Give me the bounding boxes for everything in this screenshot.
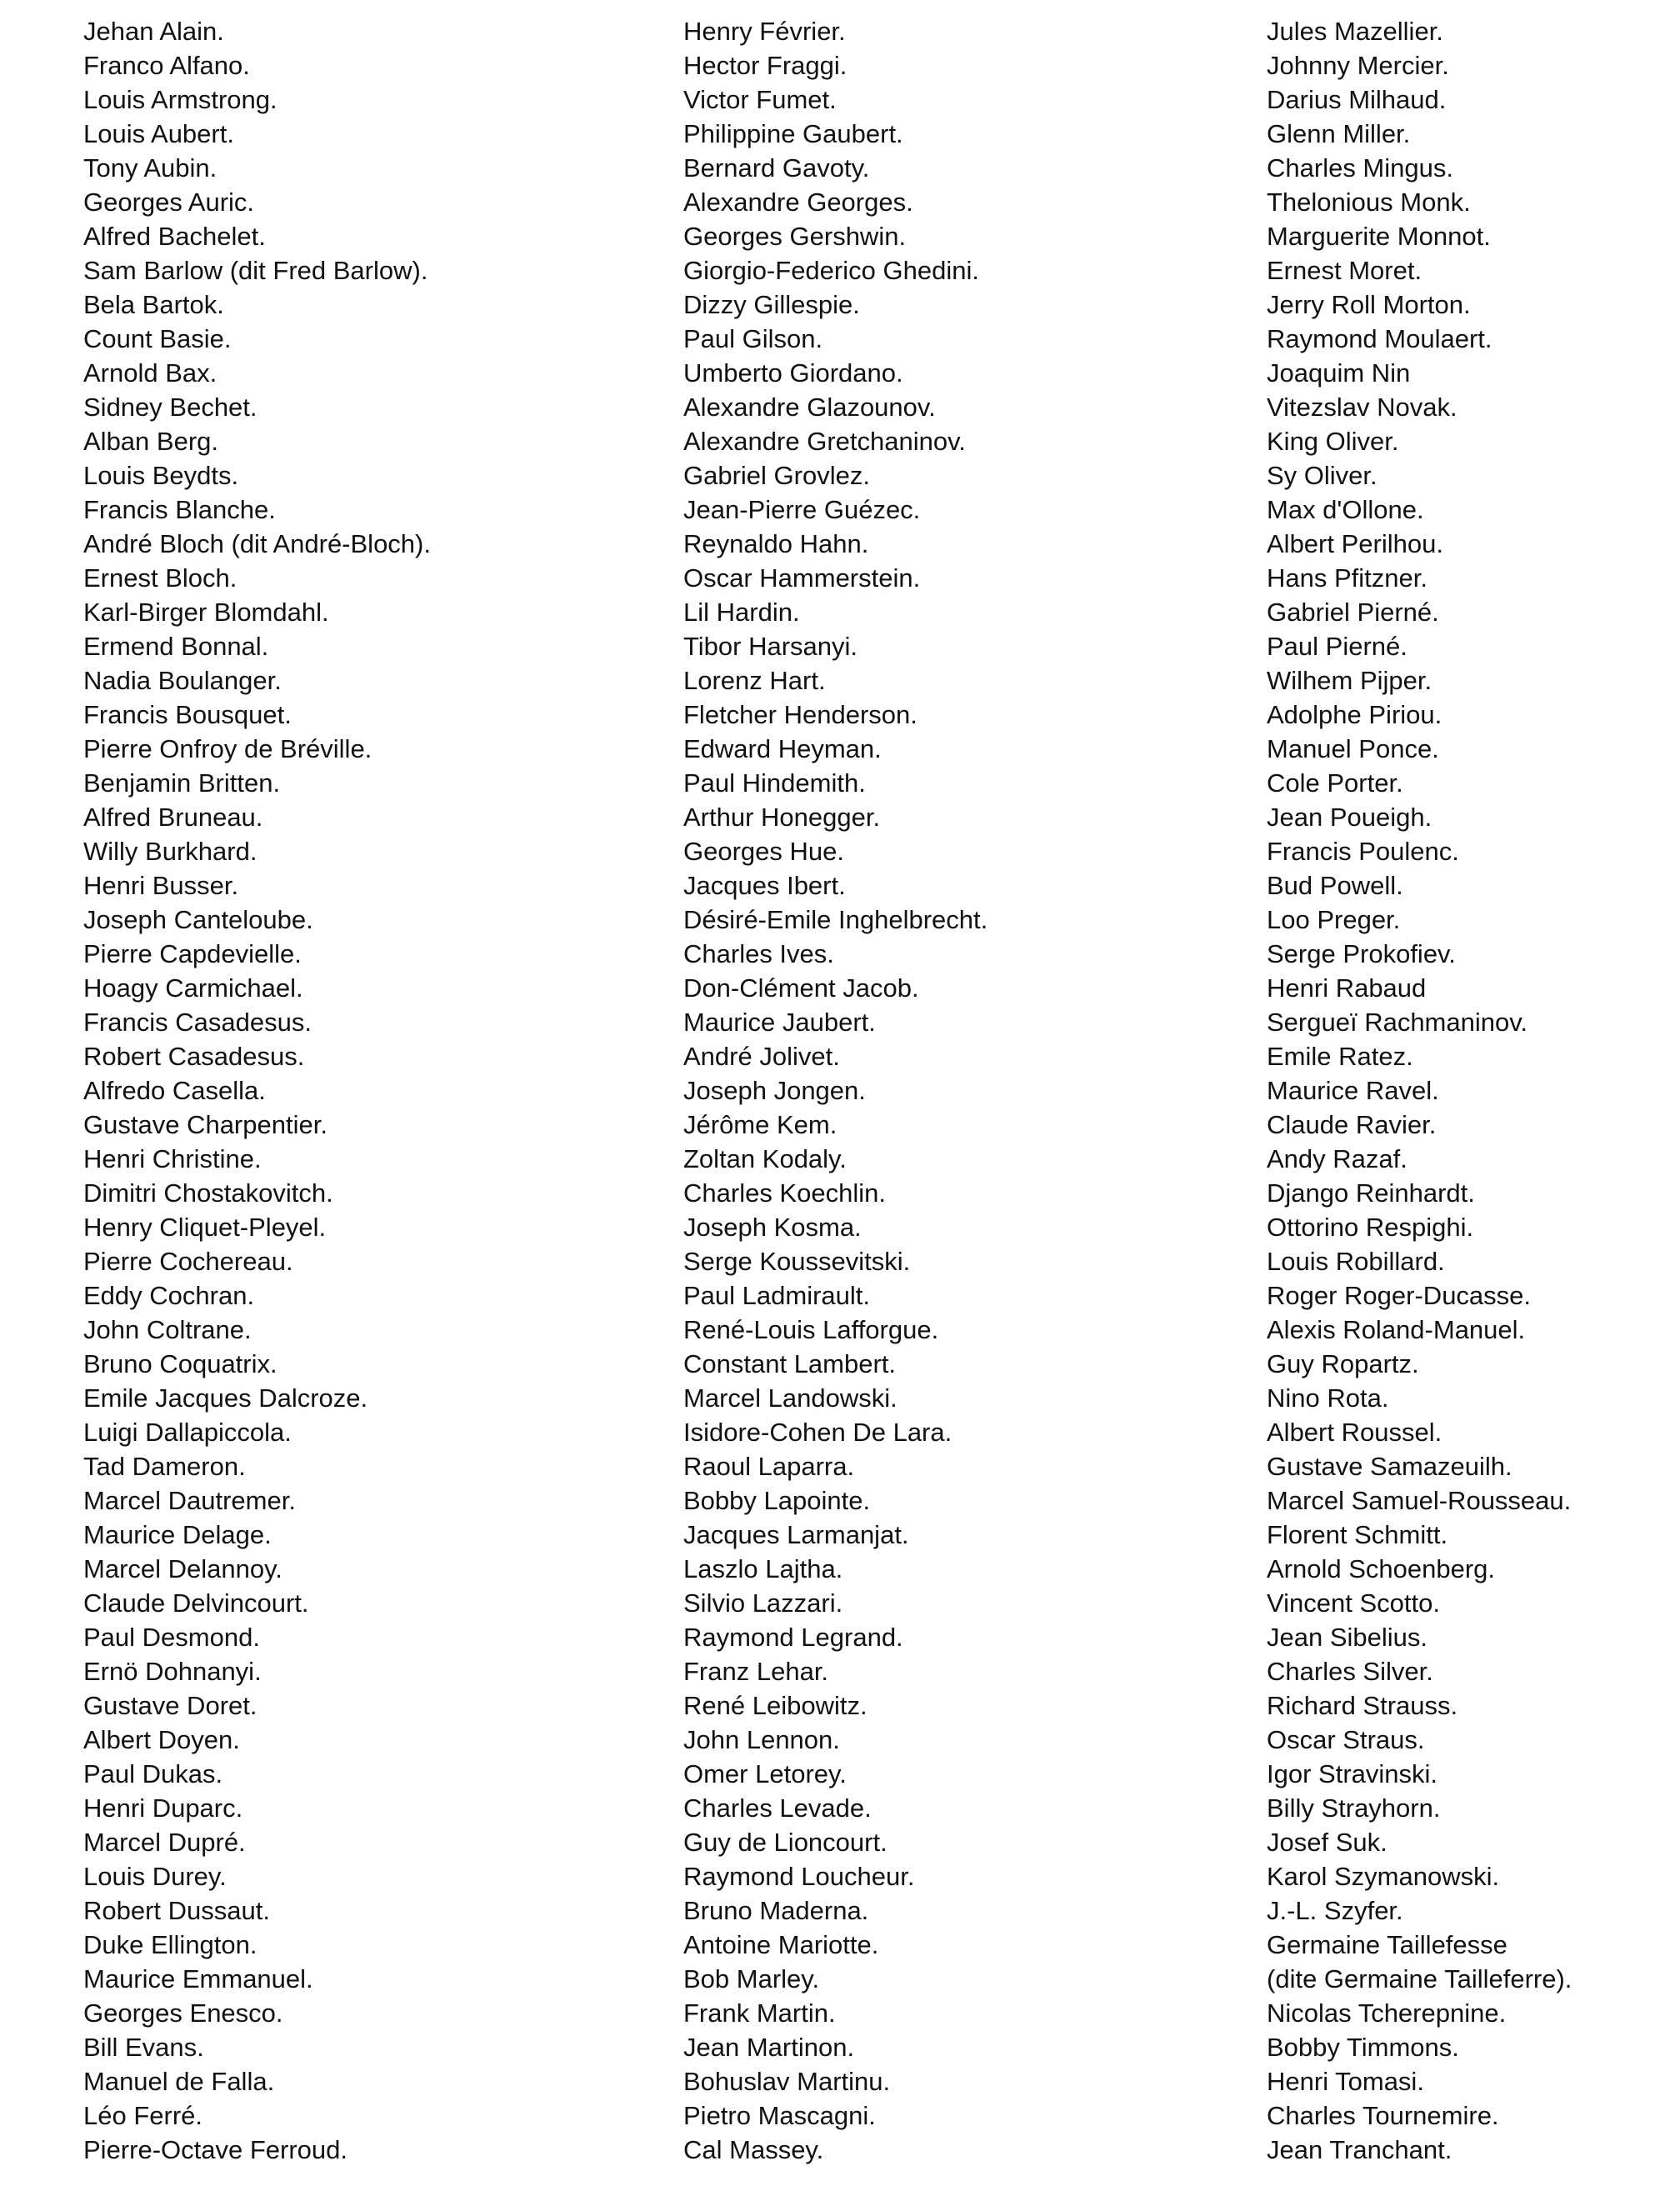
composer-name: Désiré-Emile Inghelbrecht. [683,905,988,934]
composer-name: Alfredo Casella. [83,1076,266,1105]
composer-name: Johnny Mercier. [1267,51,1449,80]
composer-name: Antoine Mariotte. [683,1930,879,1959]
composer-name: Georges Auric. [83,188,255,217]
composer-name: Georges Hue. [683,837,844,866]
composer-name: King Oliver. [1267,427,1399,456]
name-column-3 [1267,14,1572,2167]
composer-name: Edward Heyman. [683,734,882,763]
composer-name: Dizzy Gillespie. [683,290,860,319]
composer-name: Lorenz Hart. [683,666,826,695]
composer-name: Cal Massey. [683,2135,824,2164]
composer-name: Bob Marley. [683,1964,820,1993]
composer-name: Duke Ellington. [83,1930,258,1959]
composer-name: John Lennon. [683,1725,840,1754]
composer-name: Ernest Moret. [1267,256,1422,285]
composer-name: Jean Martinon. [683,2033,855,2062]
composer-name: Louis Armstrong. [83,85,278,114]
composer-name: Emile Ratez. [1267,1042,1413,1071]
composer-name: John Coltrane. [83,1315,252,1344]
composer-name: Henri Christine. [83,1144,262,1173]
composer-name: Giorgio-Federico Ghedini. [683,256,979,285]
composer-name: Marcel Dautremer. [83,1486,296,1515]
composer-name: Nadia Boulanger. [83,666,282,695]
composer-name: Hoagy Carmichael. [83,973,303,1003]
composer-name: André Jolivet. [683,1042,840,1071]
composer-name: Roger Roger-Ducasse. [1267,1281,1532,1310]
composer-name: Louis Aubert. [83,119,234,148]
composer-name: Tibor Harsanyi. [683,632,858,661]
composer-name: Sam Barlow (dit Fred Barlow). [83,256,428,285]
composer-name: Sy Oliver. [1267,461,1378,490]
composer-name: Manuel Ponce. [1267,734,1439,763]
composer-name: Bobby Lapointe. [683,1486,871,1515]
composer-name: Henri Busser. [83,871,239,900]
composer-name: Don-Clément Jacob. [683,973,919,1003]
composer-name: Karol Szymanowski. [1267,1862,1500,1891]
composer-name: Paul Ladmirault. [683,1281,871,1310]
composer-name: Lil Hardin. [683,598,800,627]
composer-name: Cole Porter. [1267,768,1403,798]
composer-name: Robert Casadesus. [83,1042,305,1071]
composer-name: Frank Martin. [683,1998,836,2028]
composer-name: Charles Levade. [683,1793,872,1823]
composer-name: Darius Milhaud. [1267,85,1447,114]
composer-name: Hans Pfitzner. [1267,563,1428,593]
composer-name: Joaquim Nin [1267,358,1411,388]
composer-name: Adolphe Piriou. [1267,700,1442,729]
composer-name: Ernest Bloch. [83,563,238,593]
composer-name: Joseph Jongen. [683,1076,866,1105]
composer-name: Gabriel Grovlez. [683,461,870,490]
composer-name: Vincent Scotto. [1267,1588,1440,1618]
composer-name: Marguerite Monnot. [1267,222,1491,251]
composer-name: Henry Février. [683,17,846,46]
composer-name: Alfred Bachelet. [83,222,266,251]
composer-name: Alexis Roland-Manuel. [1267,1315,1526,1344]
composer-name: Arnold Bax. [83,358,218,388]
composer-name: Georges Gershwin. [683,222,907,251]
composer-name: Bernard Gavoty. [683,153,870,183]
composer-name: Ermend Bonnal. [83,632,269,661]
composer-name: Gabriel Pierné. [1267,598,1439,627]
composer-name: Henri Tomasi. [1267,2067,1424,2096]
composer-name: Albert Roussel. [1267,1418,1442,1447]
composer-name: Maurice Ravel. [1267,1076,1439,1105]
composer-name: Bruno Coquatrix. [83,1349,278,1378]
composer-name: Raymond Legrand. [683,1623,903,1652]
composer-name: Fletcher Henderson. [683,700,918,729]
composer-name: Constant Lambert. [683,1349,897,1378]
composer-name: Louis Beydts. [83,461,239,490]
composer-name: Isidore-Cohen De Lara. [683,1418,952,1447]
composer-name: Pierre Onfroy de Bréville. [83,734,372,763]
composer-name: Jérôme Kem. [683,1110,838,1139]
composer-name: Dimitri Chostakovitch. [83,1178,333,1208]
composer-name: Omer Letorey. [683,1759,847,1788]
composer-name: Marcel Samuel-Rousseau. [1267,1486,1572,1515]
composer-name: Florent Schmitt. [1267,1520,1448,1549]
composer-name: Alexandre Georges. [683,188,913,217]
composer-name: Paul Desmond. [83,1623,260,1652]
composer-name: Victor Fumet. [683,85,837,114]
composer-name: Ottorino Respighi. [1267,1213,1474,1242]
composer-name: Richard Strauss. [1267,1691,1458,1720]
composer-name: Alexandre Gretchaninov. [683,427,966,456]
composer-name: Maurice Jaubert. [683,1008,876,1037]
composer-name: Zoltan Kodaly. [683,1144,847,1173]
composer-name: (dite Germaine Tailleferre). [1267,1964,1572,1993]
composer-name: Nino Rota. [1267,1383,1389,1413]
name-column-1 [83,14,431,2167]
composer-name: Marcel Delannoy. [83,1554,282,1583]
composer-name: Joseph Canteloube. [83,905,313,934]
composer-name: Sergueï Rachmaninov. [1267,1008,1528,1037]
composer-name: Tony Aubin. [83,153,218,183]
composer-name: Albert Doyen. [83,1725,240,1754]
composer-name: Guy de Lioncourt. [683,1828,888,1857]
composer-name: Glenn Miller. [1267,119,1411,148]
composer-name: Paul Dukas. [83,1759,223,1788]
composer-name: Emile Jacques Dalcroze. [83,1383,368,1413]
composer-name: Gustave Charpentier. [83,1110,328,1139]
composer-name: Serge Koussevitski. [683,1247,911,1276]
composer-name: Henri Rabaud [1267,973,1427,1003]
composer-name: Jules Mazellier. [1267,17,1443,46]
composer-name: Marcel Dupré. [83,1828,246,1857]
name-column-2 [683,14,988,2167]
composer-name: Wilhem Pijper. [1267,666,1432,695]
composer-name: Billy Strayhorn. [1267,1793,1441,1823]
composer-name: Paul Pierné. [1267,632,1408,661]
composer-name: Marcel Landowski. [683,1383,898,1413]
composer-name: Paul Gilson. [683,324,823,353]
composer-name: Germaine Taillefesse [1267,1930,1508,1959]
composer-name: Claude Ravier. [1267,1110,1437,1139]
composer-name: Willy Burkhard. [83,837,258,866]
composer-name: Tad Dameron. [83,1452,246,1481]
composer-name: Sidney Bechet. [83,393,258,422]
composer-name: Hector Fraggi. [683,51,848,80]
composer-name: Eddy Cochran. [83,1281,255,1310]
composer-name: Franco Alfano. [83,51,250,80]
composer-name: Max d'Ollone. [1267,495,1424,524]
composer-name: Vitezslav Novak. [1267,393,1458,422]
composer-name: Pietro Mascagni. [683,2101,876,2130]
composer-name: René-Louis Lafforgue. [683,1315,939,1344]
composer-name: Loo Preger. [1267,905,1401,934]
composer-name: Maurice Delage. [83,1520,272,1549]
composer-name: Django Reinhardt. [1267,1178,1475,1208]
composer-name: Ernö Dohnanyi. [83,1657,262,1686]
composer-name: Jean Poueigh. [1267,803,1432,832]
composer-name: J.-L. Szyfer. [1267,1896,1403,1925]
composer-name: Charles Tournemire. [1267,2101,1499,2130]
composer-name: Jerry Roll Morton. [1267,290,1471,319]
composer-name: Henry Cliquet-Pleyel. [83,1213,327,1242]
composer-name: Gustave Doret. [83,1691,258,1720]
composer-name: Luigi Dallapiccola. [83,1418,292,1447]
composer-name: Bobby Timmons. [1267,2033,1459,2062]
composer-name: Paul Hindemith. [683,768,866,798]
composer-name: Guy Ropartz. [1267,1349,1419,1378]
composer-name: Raymond Loucheur. [683,1862,915,1891]
composer-name: Bud Powell. [1267,871,1403,900]
composer-name: Manuel de Falla. [83,2067,275,2096]
composer-name: Oscar Hammerstein. [683,563,921,593]
composer-name: Oscar Straus. [1267,1725,1425,1754]
composer-name: Thelonious Monk. [1267,188,1471,217]
composer-name: Robert Dussaut. [83,1896,270,1925]
composer-name: Jehan Alain. [83,17,224,46]
composer-name: Umberto Giordano. [683,358,903,388]
composer-name: Louis Robillard. [1267,1247,1445,1276]
composer-name: Charles Mingus. [1267,153,1453,183]
composer-name: Bohuslav Martinu. [683,2067,891,2096]
composer-name: Benjamin Britten. [83,768,281,798]
composer-name: Claude Delvincourt. [83,1588,309,1618]
composer-name: Maurice Emmanuel. [83,1964,313,1993]
composer-name: Georges Enesco. [83,1998,283,2028]
composer-name: Raoul Laparra. [683,1452,855,1481]
composer-name: Bela Bartok. [83,290,224,319]
composer-name: Count Basie. [83,324,232,353]
composer-name: Pierre Capdevielle. [83,939,302,968]
composer-name: Philippine Gaubert. [683,119,903,148]
composer-name: Charles Ives. [683,939,834,968]
composer-name: Josef Suk. [1267,1828,1388,1857]
composer-name: Alban Berg. [83,427,218,456]
composer-name: Silvio Lazzari. [683,1588,843,1618]
composer-name: Joseph Kosma. [683,1213,862,1242]
composer-name: Arnold Schoenberg. [1267,1554,1496,1583]
composer-name: Andy Razaf. [1267,1144,1408,1173]
composer-name: Bruno Maderna. [683,1896,869,1925]
composer-name: Karl-Birger Blomdahl. [83,598,329,627]
composer-name: André Bloch (dit André-Bloch). [83,529,431,558]
composer-name: Alfred Bruneau. [83,803,263,832]
composer-name: Jacques Larmanjat. [683,1520,909,1549]
composer-name: Raymond Moulaert. [1267,324,1492,353]
composer-name: Francis Poulenc. [1267,837,1459,866]
composer-name: Francis Casadesus. [83,1008,312,1037]
composer-name: Pierre-Octave Ferroud. [83,2135,348,2164]
composer-name: Francis Blanche. [83,495,276,524]
composer-name: Jean Sibelius. [1267,1623,1428,1652]
composer-name: Louis Durey. [83,1862,227,1891]
composer-name: Francis Bousquet. [83,700,292,729]
composer-name: Gustave Samazeuilh. [1267,1452,1512,1481]
composer-name: René Leibowitz. [683,1691,868,1720]
composer-name: Jean Tranchant. [1267,2135,1452,2164]
composer-name: Serge Prokofiev. [1267,939,1456,968]
composer-name: Léo Ferré. [83,2101,203,2130]
composer-name: Charles Silver. [1267,1657,1433,1686]
composer-name: Reynaldo Hahn. [683,529,869,558]
composer-name: Jean-Pierre Guézec. [683,495,921,524]
composer-name: Nicolas Tcherepnine. [1267,1998,1507,2028]
composer-name: Franz Lehar. [683,1657,829,1686]
composer-name: Henri Duparc. [83,1793,243,1823]
composer-name: Jacques Ibert. [683,871,846,900]
composer-name: Alexandre Glazounov. [683,393,936,422]
composer-name: Laszlo Lajtha. [683,1554,843,1583]
composer-name: Arthur Honegger. [683,803,881,832]
composer-name: Albert Perilhou. [1267,529,1443,558]
composer-name: Charles Koechlin. [683,1178,886,1208]
composer-name: Pierre Cochereau. [83,1247,293,1276]
composer-name: Bill Evans. [83,2033,204,2062]
composer-name: Igor Stravinski. [1267,1759,1438,1788]
